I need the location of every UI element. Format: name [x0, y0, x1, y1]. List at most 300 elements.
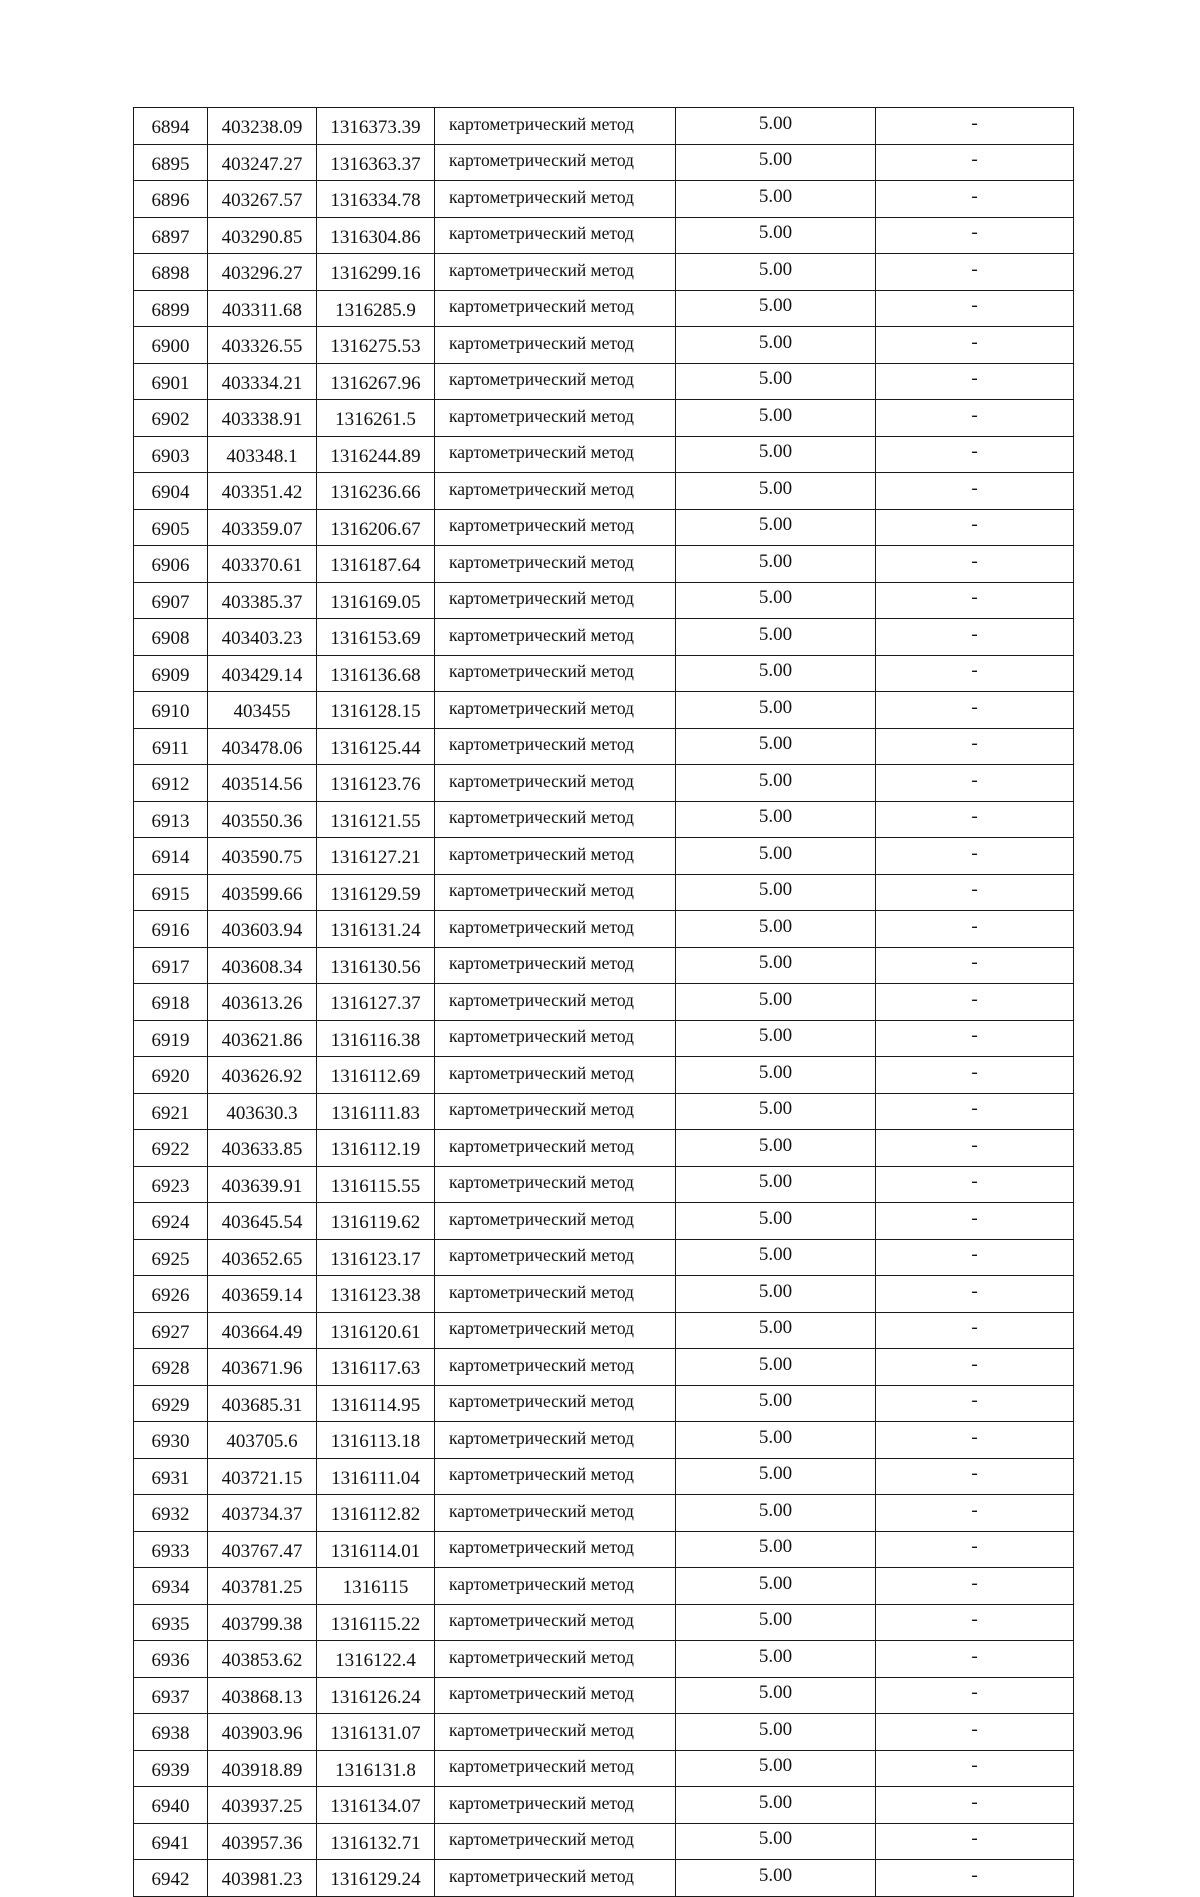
point-number-cell: 6911: [134, 728, 208, 765]
description-cell: -: [876, 1568, 1074, 1605]
point-number-cell: 6917: [134, 947, 208, 984]
accuracy-cell: 5.00: [676, 911, 876, 948]
description-cell: -: [876, 1130, 1074, 1167]
point-number-cell: 6899: [134, 290, 208, 327]
x-coordinate-cell: 403937.25: [208, 1787, 317, 1824]
accuracy-cell: 5.00: [676, 1495, 876, 1532]
table-row: [134, 874, 1074, 911]
description-cell: -: [876, 692, 1074, 729]
description-cell: -: [876, 728, 1074, 765]
description-cell: -: [876, 1458, 1074, 1495]
y-coordinate-cell: 1316275.53: [317, 327, 435, 364]
accuracy-cell: 5.00: [676, 217, 876, 254]
table-row: [134, 1020, 1074, 1057]
method-cell: картометрический метод: [435, 144, 676, 181]
table-row: [134, 1641, 1074, 1678]
y-coordinate-cell: 1316244.89: [317, 436, 435, 473]
x-coordinate-cell: 403664.49: [208, 1312, 317, 1349]
method-cell: картометрический метод: [435, 765, 676, 802]
point-number-cell: 6932: [134, 1495, 208, 1532]
description-cell: -: [876, 765, 1074, 802]
description-cell: -: [876, 619, 1074, 656]
x-coordinate-cell: 403957.36: [208, 1823, 317, 1860]
method-cell: картометрический метод: [435, 1860, 676, 1897]
table-row: [134, 1823, 1074, 1860]
point-number-cell: 6931: [134, 1458, 208, 1495]
method-cell: картометрический метод: [435, 728, 676, 765]
accuracy-cell: 5.00: [676, 1750, 876, 1787]
description-cell: -: [876, 473, 1074, 510]
x-coordinate-cell: 403621.86: [208, 1020, 317, 1057]
table-row: [134, 1203, 1074, 1240]
method-cell: картометрический метод: [435, 874, 676, 911]
description-cell: -: [876, 1495, 1074, 1532]
point-number-cell: 6894: [134, 108, 208, 145]
y-coordinate-cell: 1316236.66: [317, 473, 435, 510]
y-coordinate-cell: 1316127.37: [317, 984, 435, 1021]
coordinates-table: [133, 107, 1074, 1897]
accuracy-cell: 5.00: [676, 1823, 876, 1860]
y-coordinate-cell: 1316334.78: [317, 181, 435, 218]
description-cell: -: [876, 1860, 1074, 1897]
y-coordinate-cell: 1316153.69: [317, 619, 435, 656]
table-row: [134, 1276, 1074, 1313]
x-coordinate-cell: 403247.27: [208, 144, 317, 181]
accuracy-cell: 5.00: [676, 363, 876, 400]
y-coordinate-cell: 1316261.5: [317, 400, 435, 437]
table-row: [134, 254, 1074, 291]
description-cell: -: [876, 1276, 1074, 1313]
description-cell: -: [876, 947, 1074, 984]
description-cell: -: [876, 108, 1074, 145]
description-cell: -: [876, 1166, 1074, 1203]
y-coordinate-cell: 1316136.68: [317, 655, 435, 692]
accuracy-cell: 5.00: [676, 144, 876, 181]
y-coordinate-cell: 1316112.82: [317, 1495, 435, 1532]
x-coordinate-cell: 403599.66: [208, 874, 317, 911]
description-cell: -: [876, 1750, 1074, 1787]
y-coordinate-cell: 1316115.22: [317, 1604, 435, 1641]
description-cell: -: [876, 217, 1074, 254]
y-coordinate-cell: 1316187.64: [317, 546, 435, 583]
y-coordinate-cell: 1316134.07: [317, 1787, 435, 1824]
accuracy-cell: 5.00: [676, 619, 876, 656]
description-cell: -: [876, 911, 1074, 948]
accuracy-cell: 5.00: [676, 1422, 876, 1459]
y-coordinate-cell: 1316363.37: [317, 144, 435, 181]
x-coordinate-cell: 403455: [208, 692, 317, 729]
accuracy-cell: 5.00: [676, 1531, 876, 1568]
table-row: [134, 728, 1074, 765]
table-row: [134, 1568, 1074, 1605]
point-number-cell: 6927: [134, 1312, 208, 1349]
point-number-cell: 6908: [134, 619, 208, 656]
accuracy-cell: 5.00: [676, 400, 876, 437]
y-coordinate-cell: 1316126.24: [317, 1677, 435, 1714]
accuracy-cell: 5.00: [676, 509, 876, 546]
y-coordinate-cell: 1316373.39: [317, 108, 435, 145]
x-coordinate-cell: 403652.65: [208, 1239, 317, 1276]
accuracy-cell: 5.00: [676, 1385, 876, 1422]
method-cell: картометрический метод: [435, 1276, 676, 1313]
table-row: [134, 400, 1074, 437]
accuracy-cell: 5.00: [676, 1714, 876, 1751]
y-coordinate-cell: 1316114.01: [317, 1531, 435, 1568]
method-cell: картометрический метод: [435, 254, 676, 291]
y-coordinate-cell: 1316120.61: [317, 1312, 435, 1349]
method-cell: картометрический метод: [435, 1677, 676, 1714]
y-coordinate-cell: 1316117.63: [317, 1349, 435, 1386]
table-row: [134, 838, 1074, 875]
coordinates-table-body: [134, 108, 1074, 1897]
accuracy-cell: 5.00: [676, 1166, 876, 1203]
method-cell: картометрический метод: [435, 984, 676, 1021]
table-row: [134, 144, 1074, 181]
table-row: [134, 692, 1074, 729]
table-row: [134, 1458, 1074, 1495]
y-coordinate-cell: 1316285.9: [317, 290, 435, 327]
table-row: [134, 1531, 1074, 1568]
table-row: [134, 801, 1074, 838]
table-row: [134, 1239, 1074, 1276]
x-coordinate-cell: 403659.14: [208, 1276, 317, 1313]
description-cell: -: [876, 1604, 1074, 1641]
method-cell: картометрический метод: [435, 546, 676, 583]
y-coordinate-cell: 1316115: [317, 1568, 435, 1605]
accuracy-cell: 5.00: [676, 1458, 876, 1495]
y-coordinate-cell: 1316123.38: [317, 1276, 435, 1313]
description-cell: -: [876, 1422, 1074, 1459]
point-number-cell: 6912: [134, 765, 208, 802]
accuracy-cell: 5.00: [676, 582, 876, 619]
x-coordinate-cell: 403903.96: [208, 1714, 317, 1751]
y-coordinate-cell: 1316122.4: [317, 1641, 435, 1678]
method-cell: картометрический метод: [435, 1239, 676, 1276]
x-coordinate-cell: 403311.68: [208, 290, 317, 327]
description-cell: -: [876, 144, 1074, 181]
description-cell: -: [876, 1093, 1074, 1130]
table-row: [134, 1714, 1074, 1751]
description-cell: -: [876, 1312, 1074, 1349]
description-cell: -: [876, 436, 1074, 473]
table-row: [134, 947, 1074, 984]
accuracy-cell: 5.00: [676, 1130, 876, 1167]
method-cell: картометрический метод: [435, 1093, 676, 1130]
point-number-cell: 6905: [134, 509, 208, 546]
x-coordinate-cell: 403918.89: [208, 1750, 317, 1787]
table-row: [134, 108, 1074, 145]
table-row: [134, 290, 1074, 327]
x-coordinate-cell: 403626.92: [208, 1057, 317, 1094]
accuracy-cell: 5.00: [676, 1860, 876, 1897]
accuracy-cell: 5.00: [676, 692, 876, 729]
accuracy-cell: 5.00: [676, 1641, 876, 1678]
method-cell: картометрический метод: [435, 436, 676, 473]
x-coordinate-cell: 403238.09: [208, 108, 317, 145]
description-cell: -: [876, 801, 1074, 838]
point-number-cell: 6940: [134, 1787, 208, 1824]
method-cell: картометрический метод: [435, 911, 676, 948]
accuracy-cell: 5.00: [676, 546, 876, 583]
method-cell: картометрический метод: [435, 1641, 676, 1678]
description-cell: -: [876, 327, 1074, 364]
point-number-cell: 6897: [134, 217, 208, 254]
y-coordinate-cell: 1316169.05: [317, 582, 435, 619]
table-row: [134, 473, 1074, 510]
description-cell: -: [876, 254, 1074, 291]
point-number-cell: 6922: [134, 1130, 208, 1167]
x-coordinate-cell: 403359.07: [208, 509, 317, 546]
x-coordinate-cell: 403613.26: [208, 984, 317, 1021]
point-number-cell: 6929: [134, 1385, 208, 1422]
x-coordinate-cell: 403590.75: [208, 838, 317, 875]
accuracy-cell: 5.00: [676, 473, 876, 510]
point-number-cell: 6926: [134, 1276, 208, 1313]
y-coordinate-cell: 1316131.8: [317, 1750, 435, 1787]
point-number-cell: 6921: [134, 1093, 208, 1130]
point-number-cell: 6918: [134, 984, 208, 1021]
method-cell: картометрический метод: [435, 1057, 676, 1094]
description-cell: -: [876, 509, 1074, 546]
method-cell: картометрический метод: [435, 1714, 676, 1751]
point-number-cell: 6933: [134, 1531, 208, 1568]
table-row: [134, 582, 1074, 619]
y-coordinate-cell: 1316116.38: [317, 1020, 435, 1057]
point-number-cell: 6941: [134, 1823, 208, 1860]
table-row: [134, 911, 1074, 948]
description-cell: -: [876, 1020, 1074, 1057]
description-cell: -: [876, 1239, 1074, 1276]
method-cell: картометрический метод: [435, 1020, 676, 1057]
method-cell: картометрический метод: [435, 363, 676, 400]
point-number-cell: 6910: [134, 692, 208, 729]
table-row: [134, 1604, 1074, 1641]
table-row: [134, 1166, 1074, 1203]
x-coordinate-cell: 403734.37: [208, 1495, 317, 1532]
y-coordinate-cell: 1316113.18: [317, 1422, 435, 1459]
point-number-cell: 6916: [134, 911, 208, 948]
accuracy-cell: 5.00: [676, 254, 876, 291]
table-row: [134, 1495, 1074, 1532]
point-number-cell: 6935: [134, 1604, 208, 1641]
y-coordinate-cell: 1316127.21: [317, 838, 435, 875]
point-number-cell: 6915: [134, 874, 208, 911]
point-number-cell: 6925: [134, 1239, 208, 1276]
point-number-cell: 6923: [134, 1166, 208, 1203]
accuracy-cell: 5.00: [676, 1020, 876, 1057]
table-row: [134, 1093, 1074, 1130]
method-cell: картометрический метод: [435, 1458, 676, 1495]
description-cell: -: [876, 1677, 1074, 1714]
method-cell: картометрический метод: [435, 290, 676, 327]
x-coordinate-cell: 403705.6: [208, 1422, 317, 1459]
x-coordinate-cell: 403351.42: [208, 473, 317, 510]
x-coordinate-cell: 403403.23: [208, 619, 317, 656]
accuracy-cell: 5.00: [676, 1203, 876, 1240]
description-cell: -: [876, 984, 1074, 1021]
method-cell: картометрический метод: [435, 582, 676, 619]
method-cell: картометрический метод: [435, 947, 676, 984]
table-row: [134, 1787, 1074, 1824]
y-coordinate-cell: 1316123.17: [317, 1239, 435, 1276]
x-coordinate-cell: 403799.38: [208, 1604, 317, 1641]
x-coordinate-cell: 403981.23: [208, 1860, 317, 1897]
method-cell: картометрический метод: [435, 838, 676, 875]
accuracy-cell: 5.00: [676, 765, 876, 802]
x-coordinate-cell: 403478.06: [208, 728, 317, 765]
description-cell: -: [876, 1057, 1074, 1094]
accuracy-cell: 5.00: [676, 1568, 876, 1605]
method-cell: картометрический метод: [435, 108, 676, 145]
description-cell: -: [876, 582, 1074, 619]
method-cell: картометрический метод: [435, 217, 676, 254]
point-number-cell: 6924: [134, 1203, 208, 1240]
method-cell: картометрический метод: [435, 1531, 676, 1568]
point-number-cell: 6895: [134, 144, 208, 181]
point-number-cell: 6919: [134, 1020, 208, 1057]
table-row: [134, 546, 1074, 583]
table-row: [134, 181, 1074, 218]
x-coordinate-cell: 403550.36: [208, 801, 317, 838]
point-number-cell: 6930: [134, 1422, 208, 1459]
accuracy-cell: 5.00: [676, 327, 876, 364]
method-cell: картометрический метод: [435, 801, 676, 838]
x-coordinate-cell: 403685.31: [208, 1385, 317, 1422]
accuracy-cell: 5.00: [676, 1276, 876, 1313]
x-coordinate-cell: 403429.14: [208, 655, 317, 692]
y-coordinate-cell: 1316119.62: [317, 1203, 435, 1240]
description-cell: -: [876, 181, 1074, 218]
accuracy-cell: 5.00: [676, 947, 876, 984]
x-coordinate-cell: 403721.15: [208, 1458, 317, 1495]
y-coordinate-cell: 1316130.56: [317, 947, 435, 984]
x-coordinate-cell: 403781.25: [208, 1568, 317, 1605]
x-coordinate-cell: 403338.91: [208, 400, 317, 437]
x-coordinate-cell: 403267.57: [208, 181, 317, 218]
method-cell: картометрический метод: [435, 1568, 676, 1605]
description-cell: -: [876, 363, 1074, 400]
y-coordinate-cell: 1316131.07: [317, 1714, 435, 1751]
point-number-cell: 6901: [134, 363, 208, 400]
point-number-cell: 6904: [134, 473, 208, 510]
x-coordinate-cell: 403671.96: [208, 1349, 317, 1386]
y-coordinate-cell: 1316111.83: [317, 1093, 435, 1130]
y-coordinate-cell: 1316129.24: [317, 1860, 435, 1897]
description-cell: -: [876, 1385, 1074, 1422]
y-coordinate-cell: 1316125.44: [317, 728, 435, 765]
table-row: [134, 984, 1074, 1021]
table-row: [134, 1312, 1074, 1349]
accuracy-cell: 5.00: [676, 1349, 876, 1386]
accuracy-cell: 5.00: [676, 655, 876, 692]
point-number-cell: 6900: [134, 327, 208, 364]
table-row: [134, 1860, 1074, 1897]
accuracy-cell: 5.00: [676, 1787, 876, 1824]
method-cell: картометрический метод: [435, 473, 676, 510]
y-coordinate-cell: 1316112.19: [317, 1130, 435, 1167]
x-coordinate-cell: 403630.3: [208, 1093, 317, 1130]
table-row: [134, 1750, 1074, 1787]
point-number-cell: 6914: [134, 838, 208, 875]
table-row: [134, 1422, 1074, 1459]
table-row: [134, 655, 1074, 692]
x-coordinate-cell: 403334.21: [208, 363, 317, 400]
y-coordinate-cell: 1316304.86: [317, 217, 435, 254]
x-coordinate-cell: 403348.1: [208, 436, 317, 473]
y-coordinate-cell: 1316206.67: [317, 509, 435, 546]
accuracy-cell: 5.00: [676, 290, 876, 327]
point-number-cell: 6902: [134, 400, 208, 437]
accuracy-cell: 5.00: [676, 801, 876, 838]
point-number-cell: 6913: [134, 801, 208, 838]
method-cell: картометрический метод: [435, 1787, 676, 1824]
accuracy-cell: 5.00: [676, 1312, 876, 1349]
y-coordinate-cell: 1316112.69: [317, 1057, 435, 1094]
method-cell: картометрический метод: [435, 1604, 676, 1641]
x-coordinate-cell: 403633.85: [208, 1130, 317, 1167]
x-coordinate-cell: 403645.54: [208, 1203, 317, 1240]
y-coordinate-cell: 1316111.04: [317, 1458, 435, 1495]
x-coordinate-cell: 403767.47: [208, 1531, 317, 1568]
x-coordinate-cell: 403639.91: [208, 1166, 317, 1203]
table-row: [134, 1385, 1074, 1422]
x-coordinate-cell: 403385.37: [208, 582, 317, 619]
table-row: [134, 1677, 1074, 1714]
method-cell: картометрический метод: [435, 1750, 676, 1787]
accuracy-cell: 5.00: [676, 728, 876, 765]
point-number-cell: 6907: [134, 582, 208, 619]
description-cell: -: [876, 1349, 1074, 1386]
point-number-cell: 6909: [134, 655, 208, 692]
description-cell: -: [876, 1823, 1074, 1860]
y-coordinate-cell: 1316129.59: [317, 874, 435, 911]
description-cell: -: [876, 1531, 1074, 1568]
accuracy-cell: 5.00: [676, 874, 876, 911]
method-cell: картометрический метод: [435, 1495, 676, 1532]
description-cell: -: [876, 546, 1074, 583]
accuracy-cell: 5.00: [676, 1093, 876, 1130]
point-number-cell: 6939: [134, 1750, 208, 1787]
description-cell: -: [876, 874, 1074, 911]
accuracy-cell: 5.00: [676, 984, 876, 1021]
y-coordinate-cell: 1316299.16: [317, 254, 435, 291]
table-row: [134, 436, 1074, 473]
x-coordinate-cell: 403868.13: [208, 1677, 317, 1714]
method-cell: картометрический метод: [435, 1166, 676, 1203]
table-row: [134, 619, 1074, 656]
point-number-cell: 6920: [134, 1057, 208, 1094]
y-coordinate-cell: 1316121.55: [317, 801, 435, 838]
method-cell: картометрический метод: [435, 1312, 676, 1349]
x-coordinate-cell: 403296.27: [208, 254, 317, 291]
point-number-cell: 6936: [134, 1641, 208, 1678]
accuracy-cell: 5.00: [676, 1057, 876, 1094]
x-coordinate-cell: 403514.56: [208, 765, 317, 802]
point-number-cell: 6898: [134, 254, 208, 291]
description-cell: -: [876, 400, 1074, 437]
x-coordinate-cell: 403326.55: [208, 327, 317, 364]
y-coordinate-cell: 1316123.76: [317, 765, 435, 802]
table-row: [134, 327, 1074, 364]
x-coordinate-cell: 403608.34: [208, 947, 317, 984]
method-cell: картометрический метод: [435, 1385, 676, 1422]
method-cell: картометрический метод: [435, 509, 676, 546]
description-cell: -: [876, 1714, 1074, 1751]
table-row: [134, 217, 1074, 254]
table-row: [134, 1130, 1074, 1167]
accuracy-cell: 5.00: [676, 1677, 876, 1714]
x-coordinate-cell: 403603.94: [208, 911, 317, 948]
